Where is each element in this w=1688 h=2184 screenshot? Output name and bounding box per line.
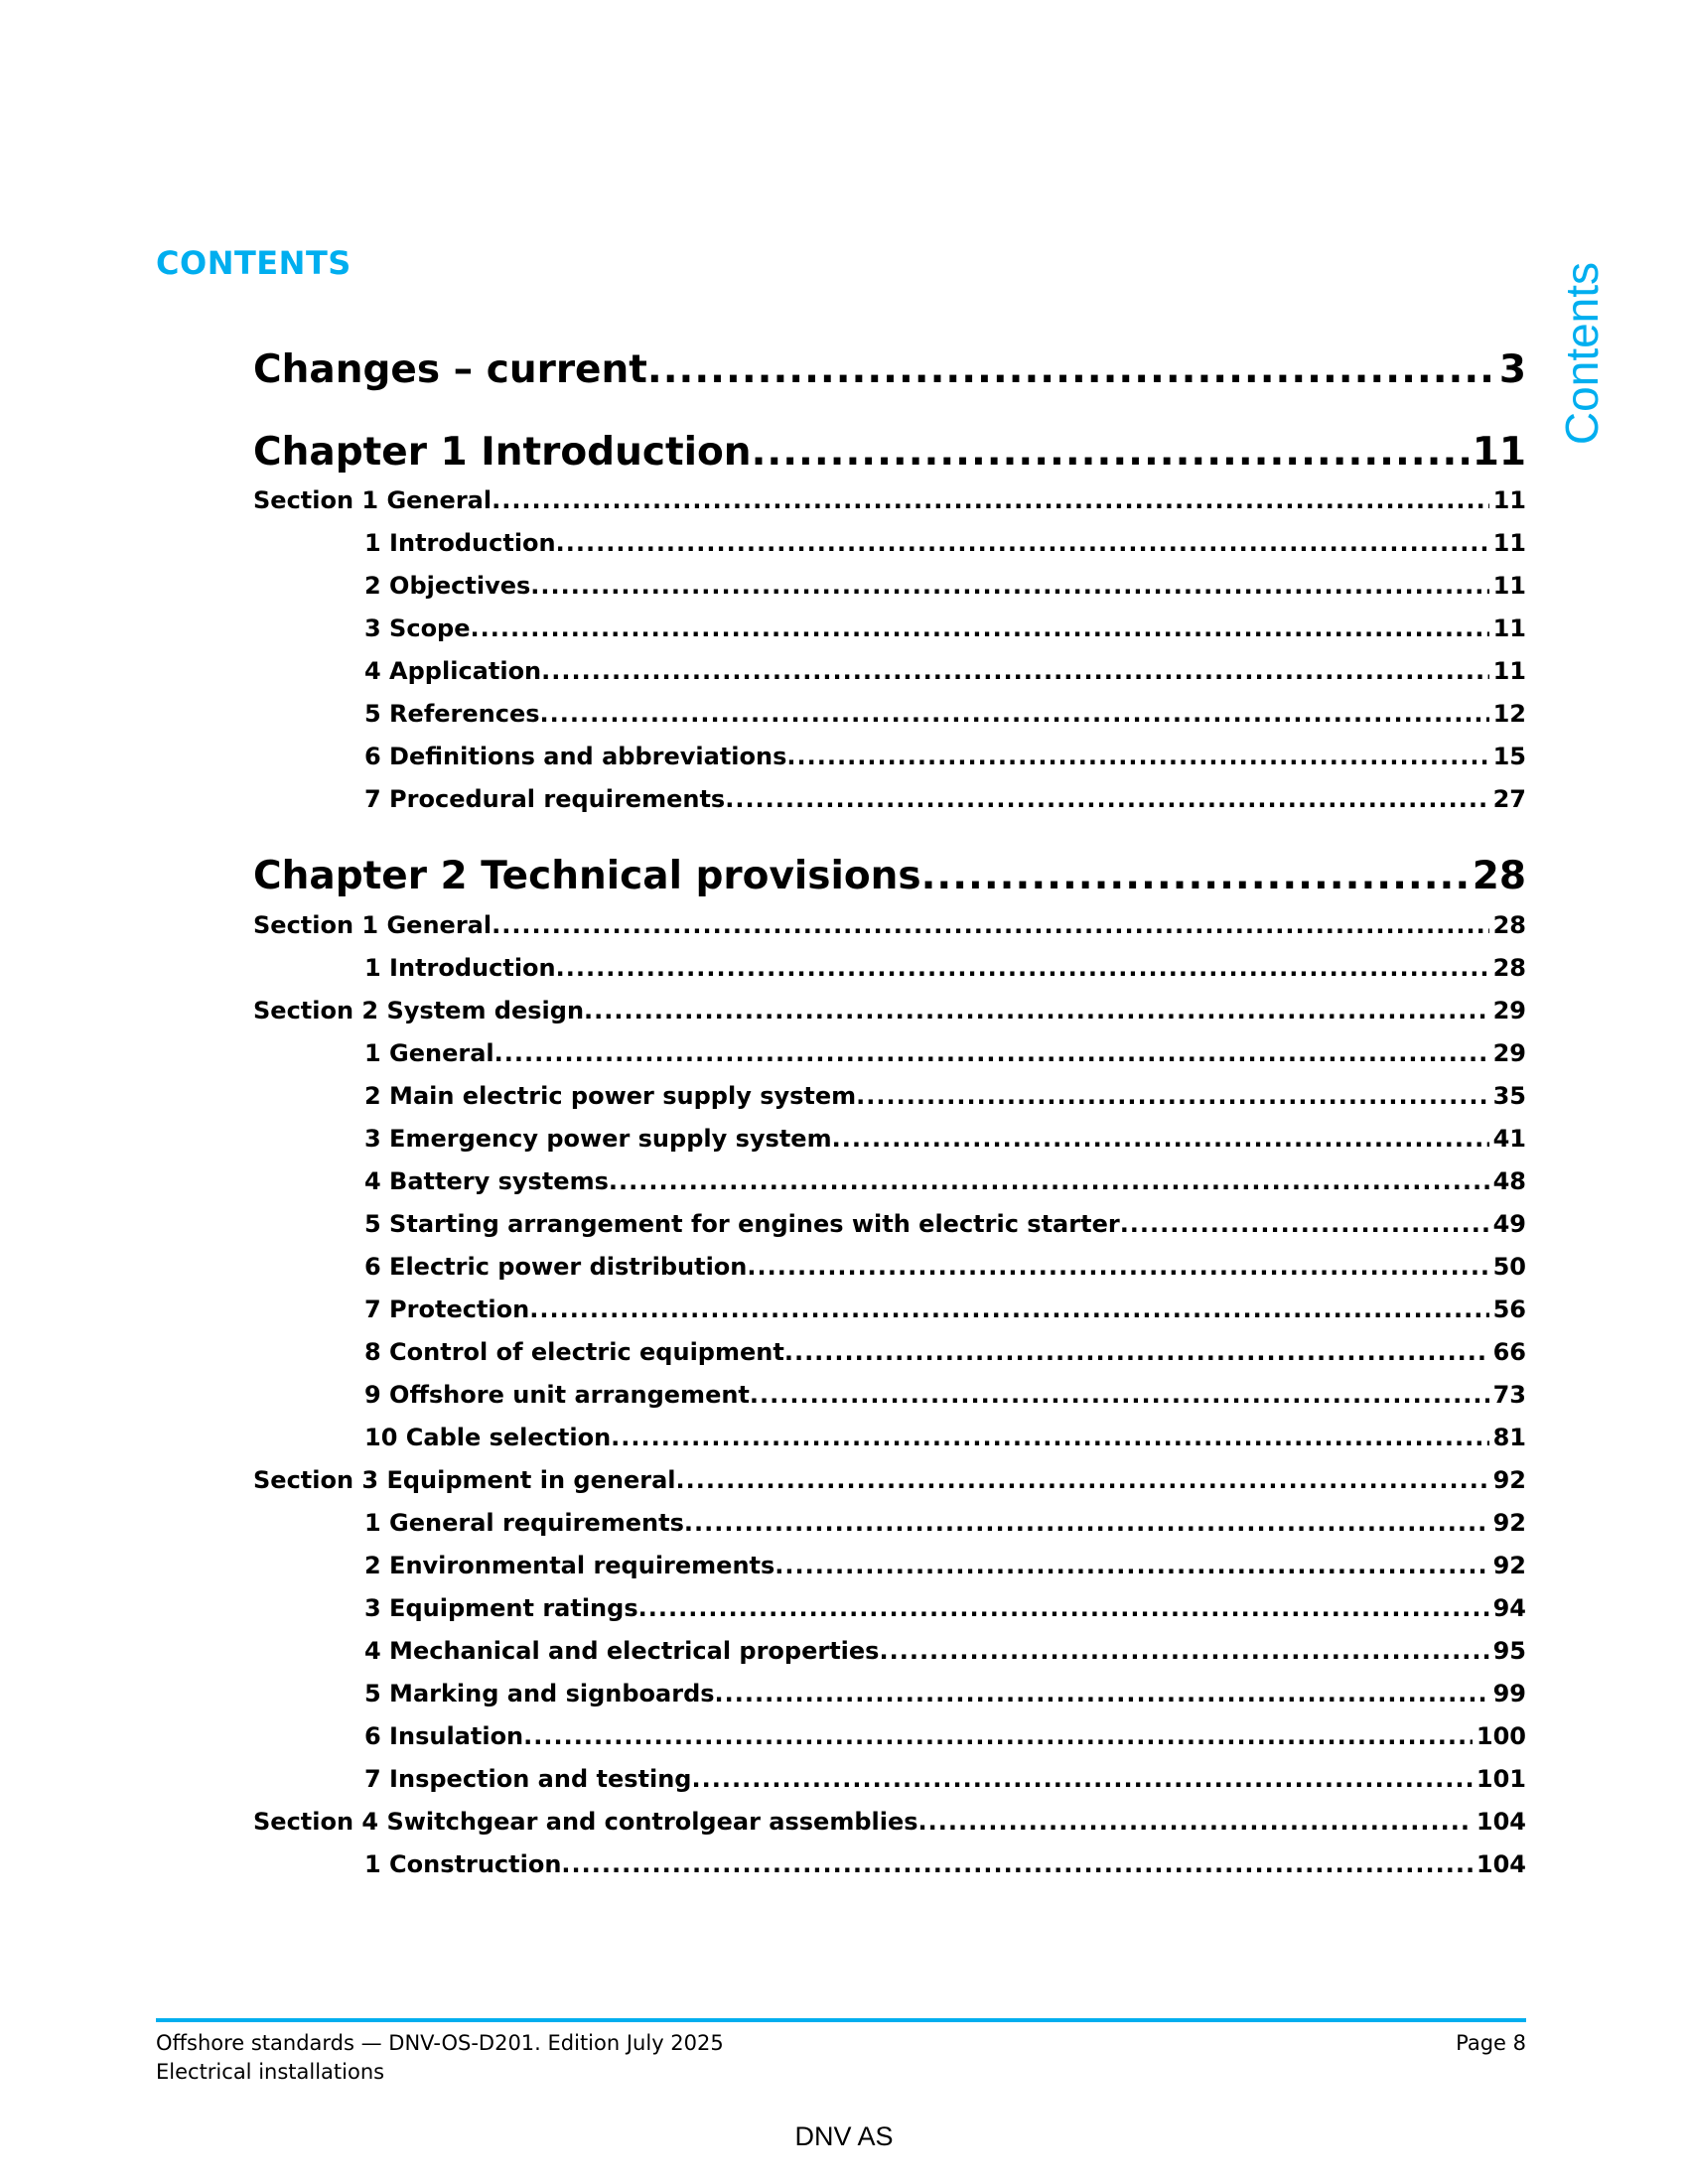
- toc-entry-page: 29: [1492, 1039, 1526, 1067]
- toc-subsection[interactable]: [364, 1424, 1526, 1451]
- toc-entry-label: 10 Cable selection: [364, 1424, 612, 1451]
- toc-subsection[interactable]: [364, 657, 1526, 685]
- footer-standard-title: Offshore standards — DNV-OS-D201. Edition July 2025: [156, 2031, 724, 2055]
- toc-subsection[interactable]: [364, 700, 1526, 728]
- toc-entry-page: 11: [1492, 614, 1526, 642]
- toc-entry-label: 6 Electric power distribution: [364, 1253, 748, 1281]
- toc-entry-page: 3: [1498, 347, 1526, 392]
- toc-entry-page: 48: [1492, 1167, 1526, 1195]
- toc-entry-page: 99: [1492, 1680, 1526, 1707]
- toc-entry-page: 104: [1476, 1850, 1526, 1878]
- toc-subsection[interactable]: [364, 1125, 1526, 1153]
- toc-subsection[interactable]: [364, 1680, 1526, 1707]
- toc-entry-label: 4 Battery systems: [364, 1167, 609, 1195]
- toc-subsection[interactable]: [364, 529, 1526, 557]
- toc-entry-page: 92: [1492, 1509, 1526, 1537]
- toc-entry-page: 28: [1472, 854, 1526, 898]
- toc-entry-page: 100: [1476, 1722, 1526, 1750]
- toc-entry-page: 11: [1492, 572, 1526, 600]
- toc-entry-label: Chapter 2 Technical provisions: [253, 854, 921, 898]
- footer-divider: [156, 2018, 1526, 2022]
- toc-subsection[interactable]: [364, 1552, 1526, 1579]
- toc-subsection[interactable]: [364, 572, 1526, 600]
- toc-entry-label: 3 Emergency power supply system: [364, 1125, 832, 1153]
- toc-entry-page: 49: [1492, 1210, 1526, 1238]
- toc-entry-label: 4 Mechanical and electrical properties: [364, 1637, 880, 1665]
- toc-entry-label: Section 3 Equipment in general: [253, 1466, 676, 1494]
- toc-subsection[interactable]: [364, 1296, 1526, 1323]
- toc-entry-page: 35: [1492, 1082, 1526, 1110]
- toc-entry-label: 5 Starting arrangement for engines with electric starter: [364, 1210, 1120, 1238]
- toc-entry-page: 104: [1476, 1808, 1526, 1836]
- page-heading: CONTENTS: [156, 244, 352, 282]
- toc-entry-page: 94: [1492, 1594, 1526, 1622]
- toc-entry-label: 3 Scope: [364, 614, 471, 642]
- toc-entry-page: 92: [1492, 1466, 1526, 1494]
- toc-entry-label: Section 4 Switchgear and controlgear assemblies: [253, 1808, 918, 1836]
- toc-section[interactable]: [253, 1466, 1526, 1494]
- toc-entry-label: 3 Equipment ratings: [364, 1594, 638, 1622]
- toc-entry-page: 28: [1492, 911, 1526, 939]
- toc-entry-label: Section 1 General: [253, 911, 492, 939]
- toc-subsection[interactable]: [364, 1082, 1526, 1110]
- toc-subsection[interactable]: [364, 1765, 1526, 1793]
- toc-entry-page: 11: [1492, 529, 1526, 557]
- toc-entry-page: 11: [1492, 657, 1526, 685]
- toc-entry-label: Chapter 1 Introduction: [253, 430, 752, 475]
- toc-subsection[interactable]: [364, 1253, 1526, 1281]
- toc-entry-page: 27: [1492, 785, 1526, 813]
- toc-entry-page: 28: [1492, 954, 1526, 982]
- toc-subsection[interactable]: [364, 1381, 1526, 1409]
- toc-subsection[interactable]: [364, 1594, 1526, 1622]
- toc-entry-page: 15: [1492, 743, 1526, 770]
- toc-subsection[interactable]: [364, 1637, 1526, 1665]
- toc-entry-label: 7 Inspection and testing: [364, 1765, 692, 1793]
- toc-section[interactable]: [253, 997, 1526, 1024]
- toc-entry-page: 41: [1492, 1125, 1526, 1153]
- toc-entry-label: 7 Procedural requirements: [364, 785, 726, 813]
- toc-section[interactable]: [253, 911, 1526, 939]
- toc-entry-label: 5 References: [364, 700, 540, 728]
- toc-entry-page: 73: [1492, 1381, 1526, 1409]
- toc-subsection[interactable]: [364, 1210, 1526, 1238]
- toc-entry-page: 66: [1492, 1338, 1526, 1366]
- toc-subsection[interactable]: [364, 954, 1526, 982]
- toc-entry-label: Section 1 General: [253, 486, 492, 514]
- toc-entry-label: Changes – current: [253, 347, 647, 392]
- toc-subsection[interactable]: [364, 1509, 1526, 1537]
- side-tab-label: [1557, 251, 1607, 455]
- toc-entry-label: 6 Definitions and abbreviations: [364, 743, 787, 770]
- toc-entry-label: 1 Construction: [364, 1850, 562, 1878]
- toc-entry-label: 1 Introduction: [364, 529, 556, 557]
- toc-entry-page: 12: [1492, 700, 1526, 728]
- toc-entry-page: 81: [1492, 1424, 1526, 1451]
- toc-entry-label: 2 Objectives: [364, 572, 531, 600]
- toc-entry-label: 2 Main electric power supply system: [364, 1082, 857, 1110]
- toc-subsection[interactable]: [364, 743, 1526, 770]
- side-tab-text: Contents: [1556, 261, 1608, 445]
- toc-chapter-1[interactable]: [253, 430, 1526, 475]
- toc-entry-page: 95: [1492, 1637, 1526, 1665]
- toc-entry-page: 11: [1492, 486, 1526, 514]
- toc-chapter-changes[interactable]: [253, 347, 1526, 392]
- toc-entry-label: 7 Protection: [364, 1296, 530, 1323]
- toc-section[interactable]: [253, 1808, 1526, 1836]
- toc-subsection[interactable]: [364, 1722, 1526, 1750]
- toc-subsection[interactable]: [364, 614, 1526, 642]
- toc-entry-page: 29: [1492, 997, 1526, 1024]
- footer-page-number: Page 8: [1456, 2031, 1526, 2055]
- footer-subtitle: Electrical installations: [156, 2060, 385, 2084]
- toc-entry-label: 4 Application: [364, 657, 542, 685]
- toc-entry-label: 6 Insulation: [364, 1722, 524, 1750]
- toc-entry-page: 11: [1472, 430, 1526, 475]
- toc-entry-label: Section 2 System design: [253, 997, 585, 1024]
- toc-section[interactable]: [253, 486, 1526, 514]
- toc-subsection[interactable]: [364, 1167, 1526, 1195]
- toc-entry-label: 1 General: [364, 1039, 494, 1067]
- toc-entry-label: 1 Introduction: [364, 954, 556, 982]
- toc-entry-label: 8 Control of electric equipment: [364, 1338, 784, 1366]
- toc-entry-label: 9 Offshore unit arrangement: [364, 1381, 750, 1409]
- toc-subsection[interactable]: [364, 1039, 1526, 1067]
- toc-entry-page: 92: [1492, 1552, 1526, 1579]
- toc-entry-label: 1 General requirements: [364, 1509, 684, 1537]
- toc-entry-label: 5 Marking and signboards: [364, 1680, 715, 1707]
- toc-entry-page: 50: [1492, 1253, 1526, 1281]
- toc-subsection[interactable]: [364, 1338, 1526, 1366]
- toc-entry-page: 56: [1492, 1296, 1526, 1323]
- brand-name: DNV AS: [794, 2121, 894, 2151]
- toc-entry-label: 2 Environmental requirements: [364, 1552, 775, 1579]
- toc-subsection[interactable]: [364, 1850, 1526, 1878]
- toc-chapter-2[interactable]: [253, 854, 1526, 898]
- toc-subsection[interactable]: [364, 785, 1526, 813]
- toc-entry-page: 101: [1476, 1765, 1526, 1793]
